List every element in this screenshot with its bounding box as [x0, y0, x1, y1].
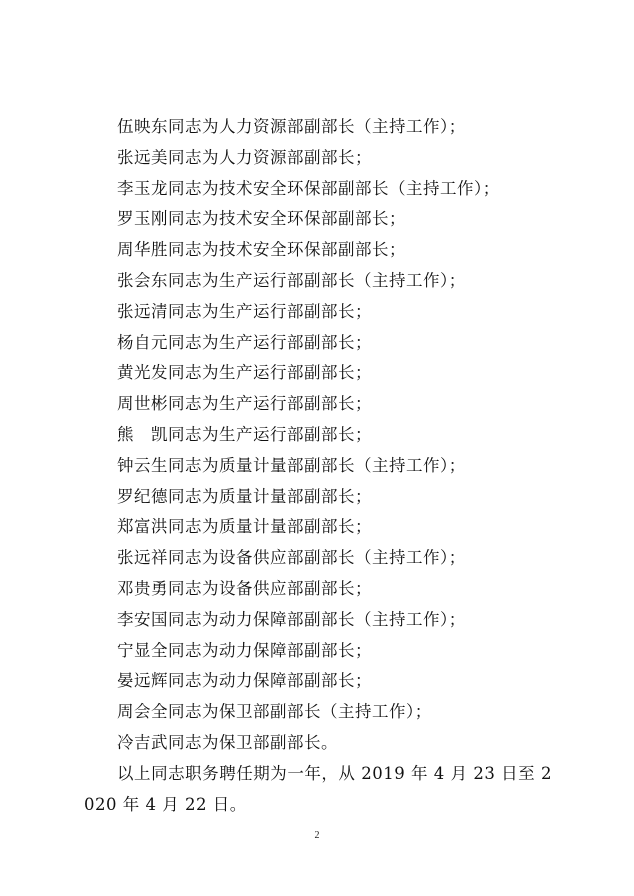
appointment-line: 黄光发同志为生产运行部副部长； [117, 363, 372, 383]
appointment-line: 周世彬同志为生产运行部副部长； [117, 394, 372, 414]
appointment-line: 宁显全同志为动力保障部副部长； [117, 640, 372, 660]
appointment-line: 钟云生同志为质量计量部副部长（主持工作）； [117, 455, 466, 475]
term-paragraph: 以上同志职务聘任期为一年，从 2019 年 4 月 23 日至 2020 年 4 月 22 日。 [84, 763, 552, 814]
appointment-line: 熊 凯同志为生产运行部副部长； [117, 424, 372, 444]
appointment-line: 张会东同志为生产运行部副部长（主持工作）； [117, 270, 466, 290]
appointment-line: 张远美同志为人力资源部副部长； [117, 147, 372, 167]
appointment-line: 李安国同志为动力保障部副部长（主持工作）； [117, 609, 466, 629]
appointment-line: 李玉龙同志为技术安全环保部副部长（主持工作）； [117, 178, 500, 198]
appointment-line: 晏远辉同志为动力保障部副部长； [117, 671, 372, 691]
appointment-line: 罗玉刚同志为技术安全环保部副部长； [117, 209, 406, 229]
appointment-line: 周会全同志为保卫部副部长（主持工作）； [117, 702, 432, 722]
appointment-line: 冷吉武同志为保卫部副部长。 [117, 732, 338, 752]
appointment-line: 郑富洪同志为质量计量部副部长； [117, 517, 372, 537]
appointment-line: 邓贵勇同志为设备供应部副部长； [117, 578, 372, 598]
appointment-line: 伍映东同志为人力资源部副部长（主持工作）； [117, 117, 466, 136]
appointment-line: 罗纪德同志为质量计量部副部长； [117, 486, 372, 506]
appointment-line: 杨自元同志为生产运行部副部长； [117, 332, 372, 352]
page-number: 2 [314, 830, 320, 841]
appointment-line: 张远祥同志为设备供应部副部长（主持工作）； [117, 548, 466, 568]
appointment-line: 周华胜同志为技术安全环保部副部长； [117, 240, 406, 260]
document-body [84, 112, 552, 820]
appointment-line: 张远清同志为生产运行部副部长； [117, 301, 372, 321]
